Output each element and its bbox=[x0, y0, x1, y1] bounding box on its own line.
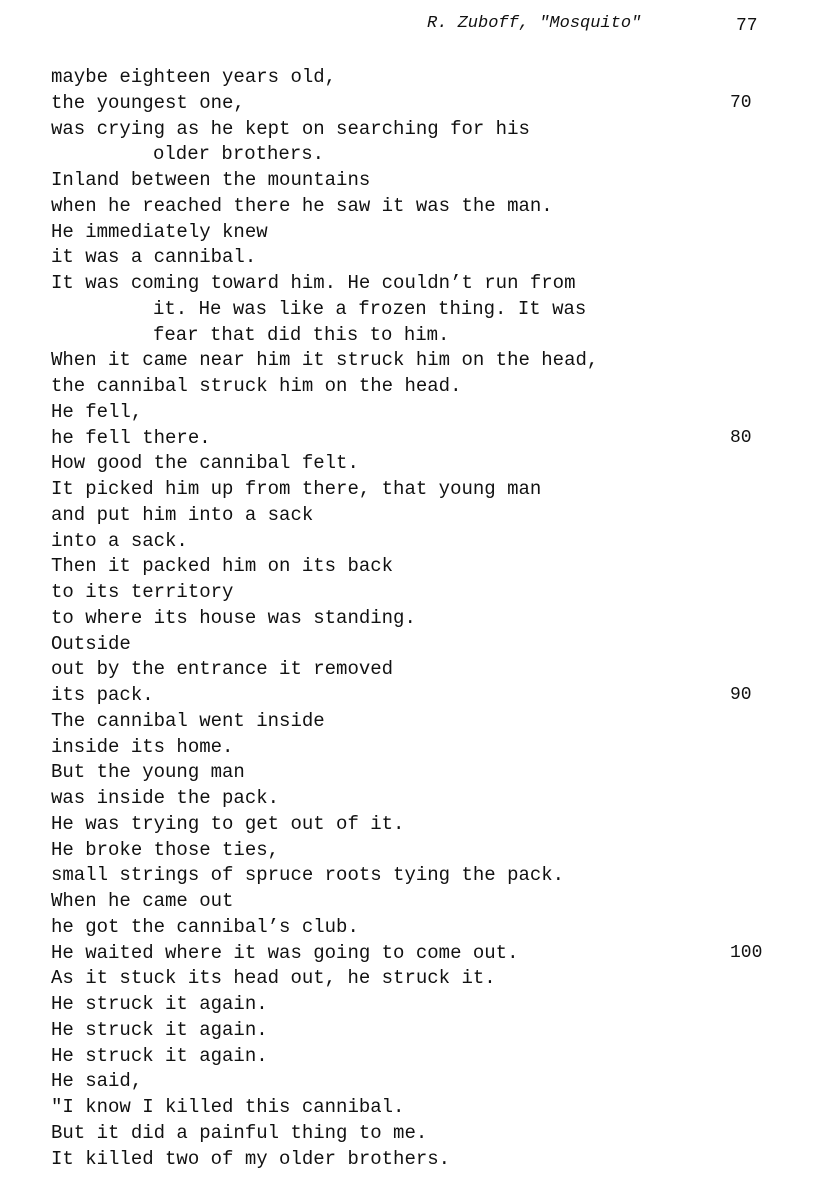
poem-line bbox=[51, 400, 791, 426]
page-number: 77 bbox=[736, 16, 758, 36]
poem-line bbox=[51, 554, 791, 580]
poem-line-text: fear that did this to him. bbox=[153, 323, 450, 346]
poem-line-text: it. He was like a frozen thing. It was bbox=[153, 297, 587, 320]
poem-line-text: He struck it again. bbox=[51, 993, 268, 1015]
poem-line-text: he got the cannibal’s club. bbox=[51, 915, 359, 938]
poem-line-text: "I know I killed this cannibal. bbox=[51, 1096, 405, 1118]
poem-line-text: inside its home. bbox=[51, 735, 234, 758]
poem-line-text: He said, bbox=[51, 1070, 143, 1093]
poem-line bbox=[51, 142, 791, 168]
poem-line-text: When it came near him it struck him on the head, bbox=[51, 349, 599, 372]
poem-line bbox=[51, 657, 791, 683]
poem-line bbox=[51, 1018, 791, 1044]
poem-line bbox=[51, 1121, 791, 1147]
poem-line-text: into a sack. bbox=[51, 529, 188, 552]
poem-line-text: How good the cannibal felt. bbox=[51, 452, 359, 475]
poem-line-text: He broke those ties, bbox=[51, 838, 280, 861]
poem-line bbox=[51, 632, 791, 658]
poem-line-text: He was trying to get out of it. bbox=[51, 812, 405, 835]
poem-line bbox=[51, 838, 791, 864]
poem-line bbox=[51, 709, 791, 735]
poem-line bbox=[51, 1095, 791, 1121]
poem-line-text: He struck it again. bbox=[51, 1018, 268, 1041]
poem-line bbox=[51, 65, 791, 91]
poem-line bbox=[51, 812, 791, 838]
poem-line-text: It killed two of my older brothers. bbox=[51, 1147, 451, 1170]
poem-line bbox=[51, 1147, 791, 1173]
line-number: 90 bbox=[730, 685, 752, 705]
poem-line bbox=[51, 941, 791, 967]
poem-line bbox=[51, 271, 791, 297]
poem-line bbox=[51, 889, 791, 915]
poem-line bbox=[51, 451, 791, 477]
poem-line bbox=[51, 91, 791, 117]
poem-line bbox=[51, 760, 791, 786]
poem-line bbox=[51, 966, 791, 992]
poem-line bbox=[51, 220, 791, 246]
poem-line bbox=[51, 606, 791, 632]
line-number: 70 bbox=[730, 92, 752, 113]
running-title: R. Zuboff, "Mosquito" bbox=[427, 14, 642, 33]
poem-line-text: its pack. bbox=[51, 684, 154, 706]
poem-line bbox=[51, 683, 791, 709]
poem-line bbox=[51, 1069, 791, 1095]
poem-line-text: He struck it again. bbox=[51, 1044, 268, 1067]
poem-line-text: older brothers. bbox=[153, 143, 325, 166]
poem-line-text: and put him into a sack bbox=[51, 503, 314, 526]
poem-line bbox=[51, 529, 791, 555]
poem-line-text: he fell there. bbox=[51, 426, 211, 449]
poem-line-text: small strings of spruce roots tying the pack. bbox=[51, 864, 565, 887]
poem-line-text: As it stuck its head out, he struck it. bbox=[51, 967, 496, 990]
poem-line bbox=[51, 992, 791, 1018]
poem-line bbox=[51, 374, 791, 400]
poem-line-text: Inland between the mountains bbox=[51, 169, 371, 191]
poem-line bbox=[51, 786, 791, 812]
poem-line-text: Then it packed him on its back bbox=[51, 555, 394, 578]
poem-line-text: out by the entrance it removed bbox=[51, 658, 394, 681]
poem-line-text: It was coming toward him. He couldn’t run from bbox=[51, 272, 576, 294]
poem-body bbox=[51, 65, 791, 1172]
poem-line bbox=[51, 168, 791, 194]
poem-line-text: He waited where it was going to come out. bbox=[51, 941, 519, 964]
poem-line-text: He immediately knew bbox=[51, 220, 268, 243]
poem-line bbox=[51, 915, 791, 941]
poem-line bbox=[51, 117, 791, 143]
poem-line bbox=[51, 194, 791, 220]
poem-line bbox=[51, 477, 791, 503]
poem-line bbox=[51, 323, 791, 349]
poem-line-text: to where its house was standing. bbox=[51, 606, 416, 629]
poem-line bbox=[51, 348, 791, 374]
poem-line-text: Outside bbox=[51, 632, 131, 655]
poem-line-text: When he came out bbox=[51, 890, 234, 912]
poem-line-text: The cannibal went inside bbox=[51, 709, 325, 732]
poem-line bbox=[51, 297, 791, 323]
poem-line bbox=[51, 735, 791, 761]
poem-line bbox=[51, 503, 791, 529]
poem-line-text: the youngest one, bbox=[51, 91, 245, 114]
poem-line-text: when he reached there he saw it was the man. bbox=[51, 194, 553, 217]
poem-line-text: was crying as he kept on searching for his bbox=[51, 117, 530, 140]
poem-line-text: the cannibal struck him on the head. bbox=[51, 375, 462, 397]
poem-line bbox=[51, 1044, 791, 1070]
poem-line bbox=[51, 580, 791, 606]
poem-line-text: it was a cannibal. bbox=[51, 246, 257, 269]
poem-line-text: It picked him up from there, that young man bbox=[51, 478, 542, 500]
poem-line-text: maybe eighteen years old, bbox=[51, 66, 337, 88]
poem-line-text: was inside the pack. bbox=[51, 787, 280, 809]
line-number: 80 bbox=[730, 427, 752, 448]
poem-line-text: But the young man bbox=[51, 761, 245, 784]
poem-line-text: He fell, bbox=[51, 400, 143, 423]
poem-line-text: But it did a painful thing to me. bbox=[51, 1121, 428, 1144]
poem-line bbox=[51, 245, 791, 271]
poem-line bbox=[51, 863, 791, 889]
poem-line bbox=[51, 426, 791, 452]
line-number: 100 bbox=[730, 942, 763, 963]
poem-line-text: to its territory bbox=[51, 581, 234, 603]
